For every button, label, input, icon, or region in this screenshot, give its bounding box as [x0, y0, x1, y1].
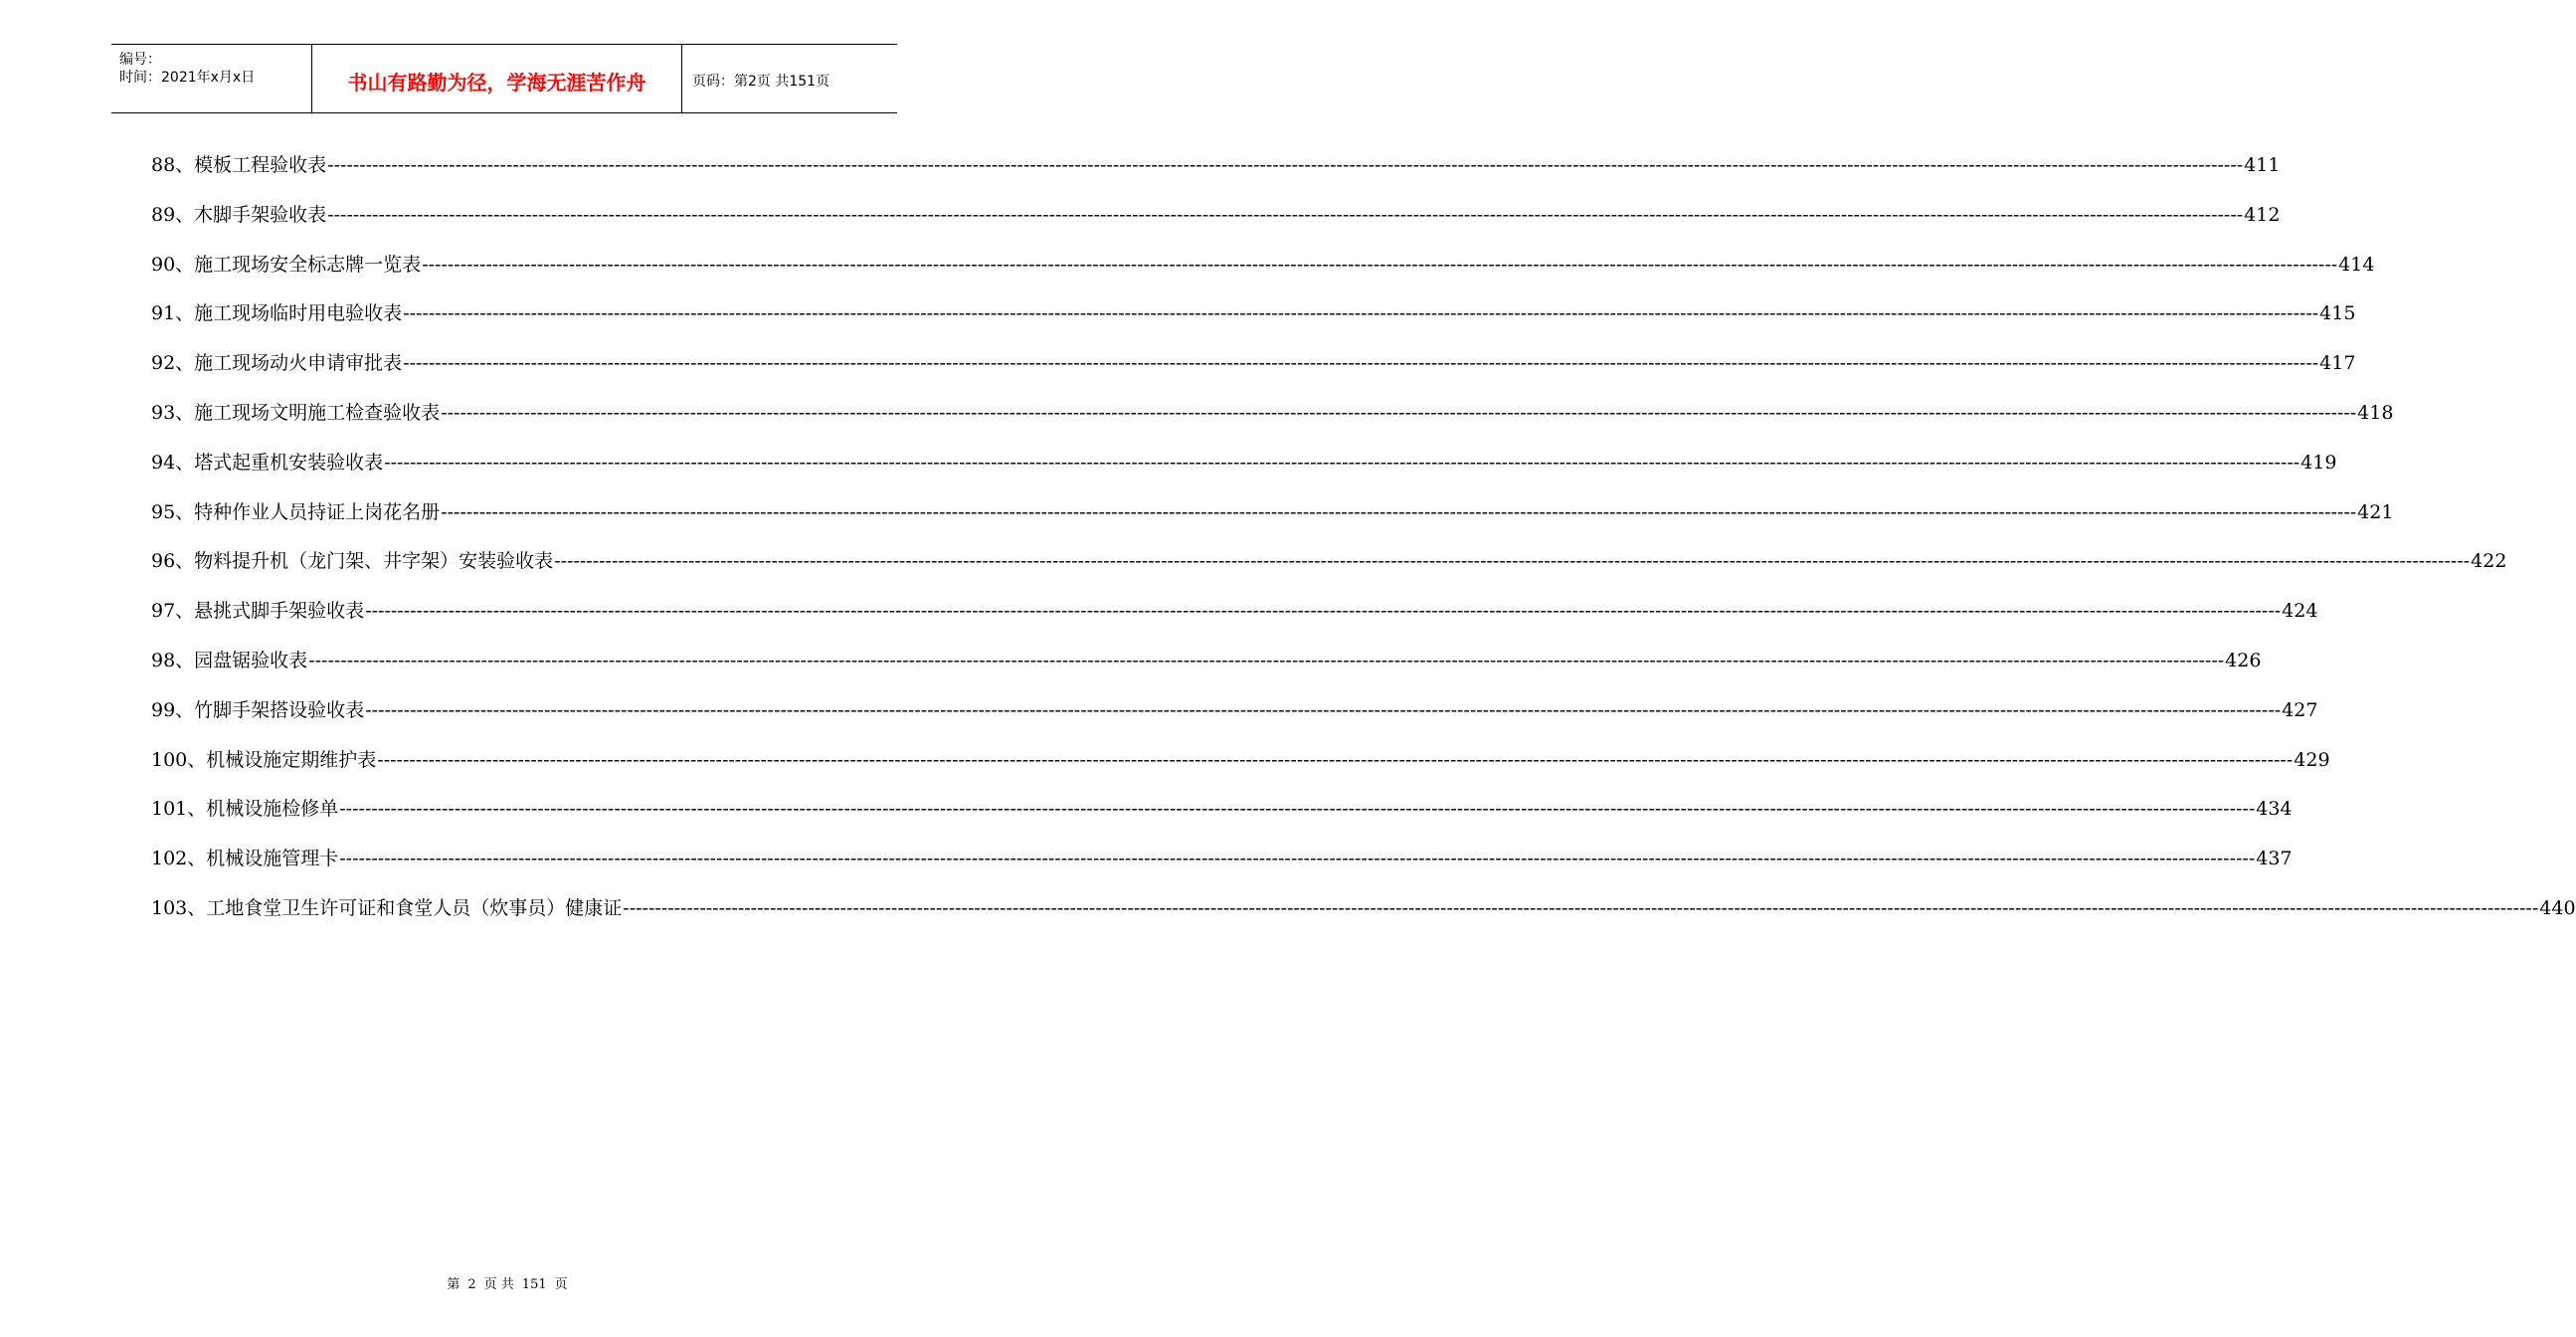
footer-middle: 页 共: [483, 1277, 514, 1292]
toc-leader: ------------------------------------------------------------------------------------------------------------------------------------------------------------------------------------------------------------------------------------------------------------------------------------------------------------: [441, 500, 2357, 523]
toc-entry: [151, 791, 2293, 841]
toc-entry-page: 417: [2319, 352, 2356, 375]
toc-entry: [151, 147, 2281, 197]
toc-entry-page: 418: [2357, 401, 2394, 424]
header-motto: 书山有路勤为径，学海无涯苦作舟: [312, 45, 682, 112]
footer-prefix: 第: [447, 1277, 460, 1292]
toc-leader: ------------------------------------------------------------------------------------------------------------------------------------------------------------------------------------------------------------------------------------------------------------------------------------------------------------: [403, 352, 2319, 375]
code-label: 编号：: [119, 52, 161, 68]
toc-entry-page: 426: [2225, 649, 2262, 671]
toc-entry-title: 90、施工现场安全标志牌一览表: [151, 253, 422, 276]
toc-entry: [151, 841, 2293, 890]
toc-entry-title: 97、悬挑式脚手架验收表: [151, 600, 365, 623]
toc-entry-page: 437: [2256, 848, 2293, 870]
page-header: [111, 44, 897, 113]
toc-entry-page: 414: [2338, 253, 2375, 276]
toc-entry: [151, 247, 2375, 296]
toc-leader: ------------------------------------------------------------------------------------------------------------------------------------------------------------------------------------------------------------------------------------------------------------------------------------------------------------: [327, 203, 2244, 226]
toc-leader: ------------------------------------------------------------------------------------------------------------------------------------------------------------------------------------------------------------------------------------------------------------------------------------------------------------: [422, 253, 2338, 276]
toc-entry-page: 427: [2282, 698, 2318, 721]
toc-entry-title: 92、施工现场动火申请审批表: [151, 352, 403, 375]
toc-entry: [151, 345, 2356, 395]
toc-entry-title: 101、机械设施检修单: [151, 798, 339, 821]
toc-entry-page: 422: [2471, 550, 2507, 573]
page-footer: [0, 1273, 945, 1292]
toc-entry-page: 421: [2357, 500, 2394, 523]
toc-leader: ------------------------------------------------------------------------------------------------------------------------------------------------------------------------------------------------------------------------------------------------------------------------------------------------------------: [377, 748, 2294, 771]
toc-entry-page: 429: [2294, 748, 2330, 771]
toc-entry-title: 95、特种作业人员持证上岗花名册: [151, 500, 441, 523]
toc-entry-title: 88、模板工程验收表: [151, 154, 327, 176]
header-meta: [111, 45, 312, 112]
toc-entry: [151, 543, 2507, 593]
toc-leader: ------------------------------------------------------------------------------------------------------------------------------------------------------------------------------------------------------------------------------------------------------------------------------------------------------------: [365, 698, 2282, 721]
toc-entry-page: 424: [2282, 600, 2318, 623]
toc-entry-page: 411: [2244, 154, 2281, 176]
toc-entry-page: 434: [2256, 798, 2293, 821]
toc-leader: ------------------------------------------------------------------------------------------------------------------------------------------------------------------------------------------------------------------------------------------------------------------------------------------------------------: [327, 154, 2244, 176]
toc-entry-page: 412: [2244, 203, 2281, 226]
toc-entry-title: 103、工地食堂卫生许可证和食堂人员（炊事员）健康证: [151, 896, 623, 919]
toc-leader: ------------------------------------------------------------------------------------------------------------------------------------------------------------------------------------------------------------------------------------------------------------------------------------------------------------: [403, 302, 2319, 325]
toc-entry: [151, 593, 2318, 643]
toc-entry-page: 440: [2539, 896, 2576, 919]
toc-entry: [151, 742, 2330, 792]
toc-entry: [151, 643, 2262, 692]
toc-entry-title: 96、物料提升机（龙门架、井字架）安装验收表: [151, 550, 554, 573]
toc-leader: ------------------------------------------------------------------------------------------------------------------------------------------------------------------------------------------------------------------------------------------------------------------------------------------------------------: [365, 600, 2282, 623]
toc-leader: ------------------------------------------------------------------------------------------------------------------------------------------------------------------------------------------------------------------------------------------------------------------------------------------------------------: [441, 401, 2357, 424]
toc-entry-page: 419: [2300, 451, 2337, 474]
toc-entry-title: 91、施工现场临时用电验收表: [151, 302, 403, 325]
toc-leader: ------------------------------------------------------------------------------------------------------------------------------------------------------------------------------------------------------------------------------------------------------------------------------------------------------------: [339, 848, 2256, 870]
toc-entry: [151, 890, 2576, 940]
toc-entry: [151, 295, 2356, 345]
toc-leader: ------------------------------------------------------------------------------------------------------------------------------------------------------------------------------------------------------------------------------------------------------------------------------------------------------------: [623, 896, 2539, 919]
toc-entry-page: 415: [2319, 302, 2356, 325]
toc-entry: [151, 445, 2337, 494]
toc-leader: ------------------------------------------------------------------------------------------------------------------------------------------------------------------------------------------------------------------------------------------------------------------------------------------------------------: [384, 451, 2300, 474]
toc-entry: [151, 197, 2281, 247]
toc-leader: ------------------------------------------------------------------------------------------------------------------------------------------------------------------------------------------------------------------------------------------------------------------------------------------------------------: [339, 798, 2256, 821]
footer-total: 151: [521, 1277, 547, 1292]
toc-entry: [151, 692, 2318, 742]
toc-entry-title: 94、塔式起重机安装验收表: [151, 451, 384, 474]
time-label: 时间：2021年x月x日: [119, 70, 256, 86]
toc-entry-title: 102、机械设施管理卡: [151, 848, 339, 870]
toc-entry: [151, 494, 2394, 544]
toc-entry-title: 89、木脚手架验收表: [151, 203, 327, 226]
toc-entry: [151, 395, 2394, 445]
toc-entry-title: 99、竹脚手架搭设验收表: [151, 698, 365, 721]
toc-entry-title: 93、施工现场文明施工检查验收表: [151, 401, 441, 424]
toc-leader: ------------------------------------------------------------------------------------------------------------------------------------------------------------------------------------------------------------------------------------------------------------------------------------------------------------: [308, 649, 2225, 671]
table-of-contents: [151, 147, 2576, 940]
toc-entry-title: 98、园盘锯验收表: [151, 649, 308, 671]
header-page-info: 页码：第2页 共151页: [692, 74, 830, 90]
toc-leader: ------------------------------------------------------------------------------------------------------------------------------------------------------------------------------------------------------------------------------------------------------------------------------------------------------------: [554, 550, 2471, 573]
footer-suffix: 页: [554, 1277, 568, 1292]
footer-page: 2: [467, 1277, 476, 1292]
toc-entry-title: 100、机械设施定期维护表: [151, 748, 377, 771]
